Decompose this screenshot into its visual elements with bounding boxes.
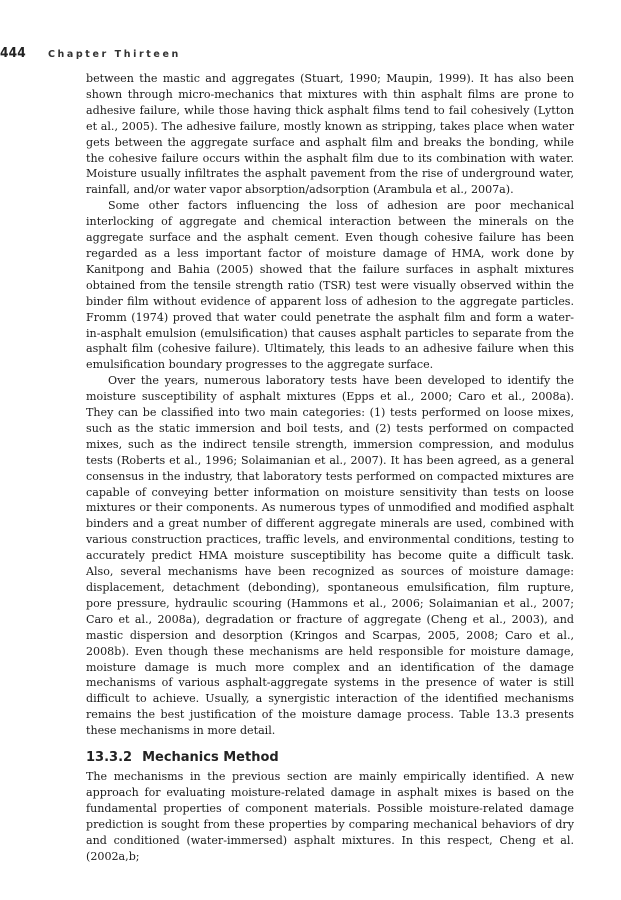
paragraph-laboratory-tests: Over the years, numerous laboratory tests have been developed to identify the moisture susceptibility of asphalt mixtures (Epps et al., 2000; Caro et al., 2008a). They can be classified into two main categories: (1) tests performed on loose mixes, such as the static immersion and boil tests, and (2) tests performed on compacted mixes, such as the indirect tensile strength, immersion compression, and modulus tests (Roberts et al., 1996; Solaimanian et al., 2007). It has been agreed, as a general consensus in the industry, that laboratory tests performed on compacted mixtures are capable of conveying better information on moisture sensitivity than tests on loose mixtures or their components. As numerous types of unmodified and modified asphalt binders and a great number of different aggregate minerals are used, combined with various construction practices, traffic levels, and environmental conditions, testing to accurately predict HMA moisture susceptibility has become quite a difficult task. Also, several mechanisms have been recognized as sources of moisture damage: displacement, detachment (debonding), spontaneous emulsification, film rupture, pore pressure, hydraulic scouring (Hammons et al., 2006; Solaimanian et al., 2007; Caro et al., 2008a), degradation or fracture of aggregate (Cheng et al., 2003), and mastic dispersion and desorption (Kringos and Scarpas, 2005, 2008; Caro et al., 2008b). Even though these mechanisms are held responsible for moisture damage, moisture damage is much more complex and an identification of the damage mechanisms of various asphalt-aggregate systems in the presence of water is still difficult to achieve. Usually, a synergistic interaction of the identified mechanisms remains the best justification of the moisture damage process. Table 13.3 presents these mechanisms in more detail. bbox=[86, 374, 574, 738]
paragraph-adhesion-factors: Some other factors influencing the loss of adhesion are poor mechanical interlocking of aggregate and chemical interaction between the minerals on the aggregate surface and the asphalt cement. Even though cohesive failure has been regarded as a less important factor of moisture damage of HMA, work done by Kanitpong and Bahia (2005) showed that the failure surfaces in asphalt mixtures obtained from the tensile strength ratio (TSR) test were visually observed within the binder film without evidence of apparent loss of adhesion to the aggregate particles. Fromm (1974) proved that water could penetrate the asphalt film and form a water-in-asphalt emulsion (emulsification) that causes asphalt particles to separate from the asphalt film (cohesive failure). Ultimately, this leads to an adhesive failure when this emulsification boundary progresses to the aggregate surface. bbox=[86, 199, 574, 372]
chapter-label: Chapter Thirteen bbox=[47, 49, 181, 60]
paragraph-continued: between the mastic and aggregates (Stuart, 1990; Maupin, 1999). It has also been shown through micro-mechanics that mixtures with thin asphalt films are prone to adhesive failure, while those having thick asphalt films tend to fail cohesively (Lytton et al., 2005). The adhesive failure, mostly known as stripping, takes place when water gets between the aggregate surface and asphalt film and breaks the bonding, while the cohesive failure occurs within the asphalt film due to its combination with water. Moisture usually infiltrates the asphalt pavement from the rise of underground water, rainfall, and/or water vapor absorption/adsorption (Arambula et al., 2007a). bbox=[86, 72, 574, 197]
section-heading bbox=[86, 749, 574, 767]
paragraph-mechanics-method: The mechanisms in the previous section are mainly empirically identified. A new approach for evaluating moisture-related damage in asphalt mixes is based on the fundamental properties of component materials. Possible moisture-related damage prediction is sought from these properties by comparing mechanical behaviors of dry and conditioned (water-immersed) asphalt mixtures. In this respect, Cheng et al. (2002a,b; bbox=[86, 770, 574, 863]
body-text bbox=[86, 71, 574, 865]
running-head bbox=[0, 45, 181, 61]
section-number: 13.3.2 bbox=[86, 750, 133, 766]
page-number: 444 bbox=[0, 45, 26, 61]
section-title: Mechanics Method bbox=[142, 750, 279, 766]
